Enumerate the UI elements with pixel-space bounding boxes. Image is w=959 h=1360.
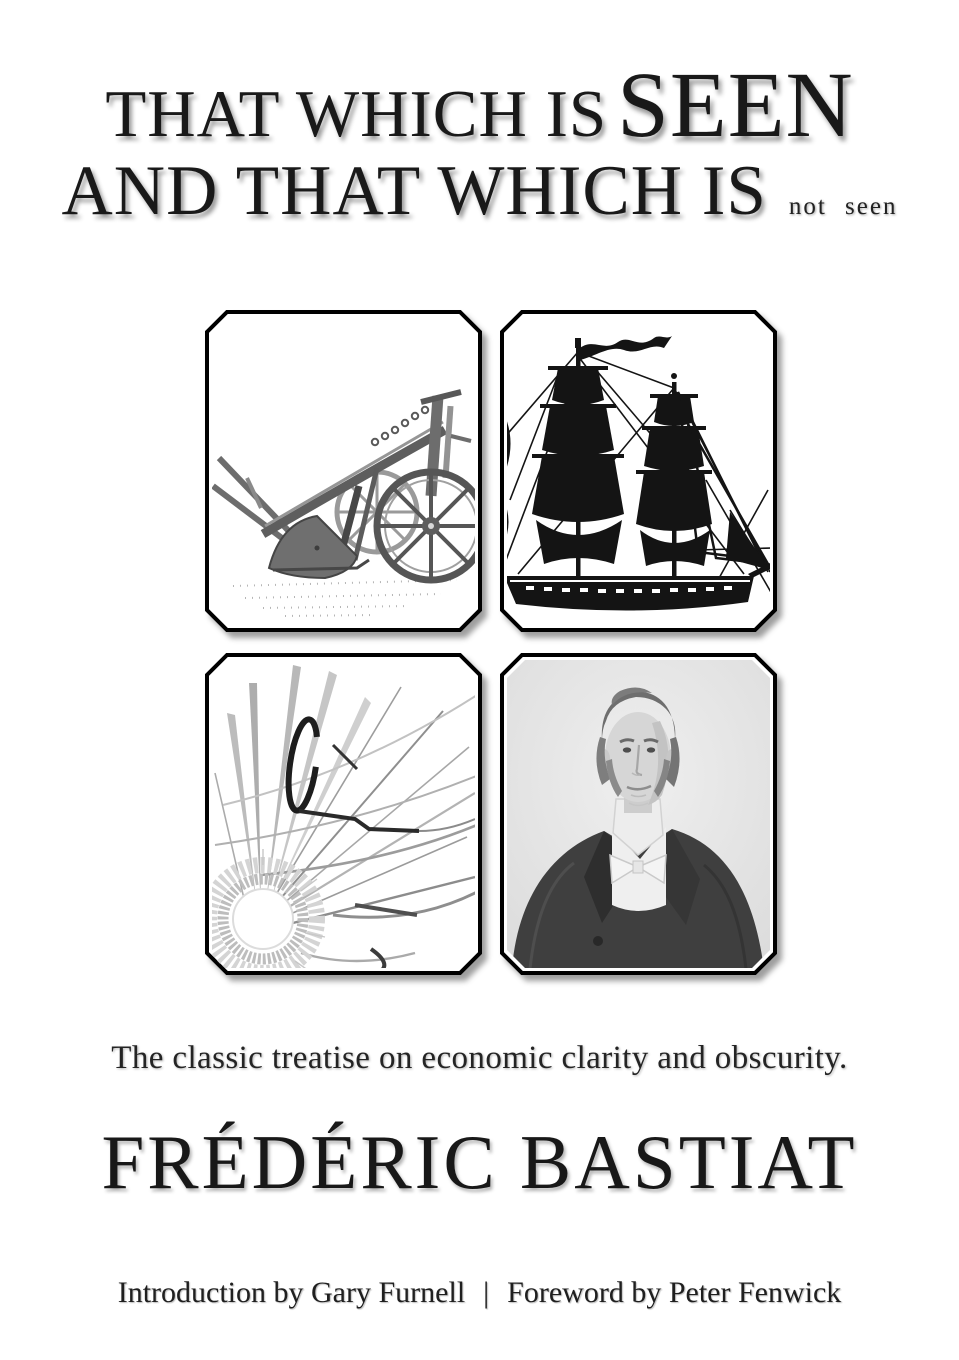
title-line1-text: THAT WHICH IS bbox=[105, 77, 608, 151]
title-line-1 bbox=[0, 54, 959, 157]
title-block bbox=[0, 54, 959, 230]
bastiat-portrait-svg bbox=[500, 653, 777, 975]
subtitle: The classic treatise on economic clarity and obscurity. bbox=[111, 1040, 848, 1076]
plow-illustration bbox=[205, 310, 482, 632]
sailing-ship-illustration bbox=[500, 310, 777, 632]
sailing-ship-illustration-svg bbox=[500, 310, 777, 632]
title-line-2 bbox=[0, 151, 959, 230]
title-seen-text: SEEN bbox=[617, 54, 854, 157]
foreword-credit: Foreword by Peter Fenwick bbox=[507, 1276, 842, 1309]
title-not-seen-text: not seen bbox=[788, 192, 898, 220]
author-name: FRÉDÉRIC BASTIAT bbox=[101, 1119, 858, 1205]
broken-glass-illustration bbox=[205, 653, 482, 975]
bastiat-portrait bbox=[500, 653, 777, 975]
plow-illustration-svg bbox=[205, 310, 482, 632]
credits-line bbox=[0, 1276, 959, 1310]
credits-separator: | bbox=[483, 1276, 490, 1309]
broken-glass-illustration-svg bbox=[205, 653, 482, 975]
title-line2-text: AND THAT WHICH IS bbox=[61, 151, 767, 230]
introduction-credit: Introduction by Gary Furnell bbox=[117, 1276, 466, 1309]
